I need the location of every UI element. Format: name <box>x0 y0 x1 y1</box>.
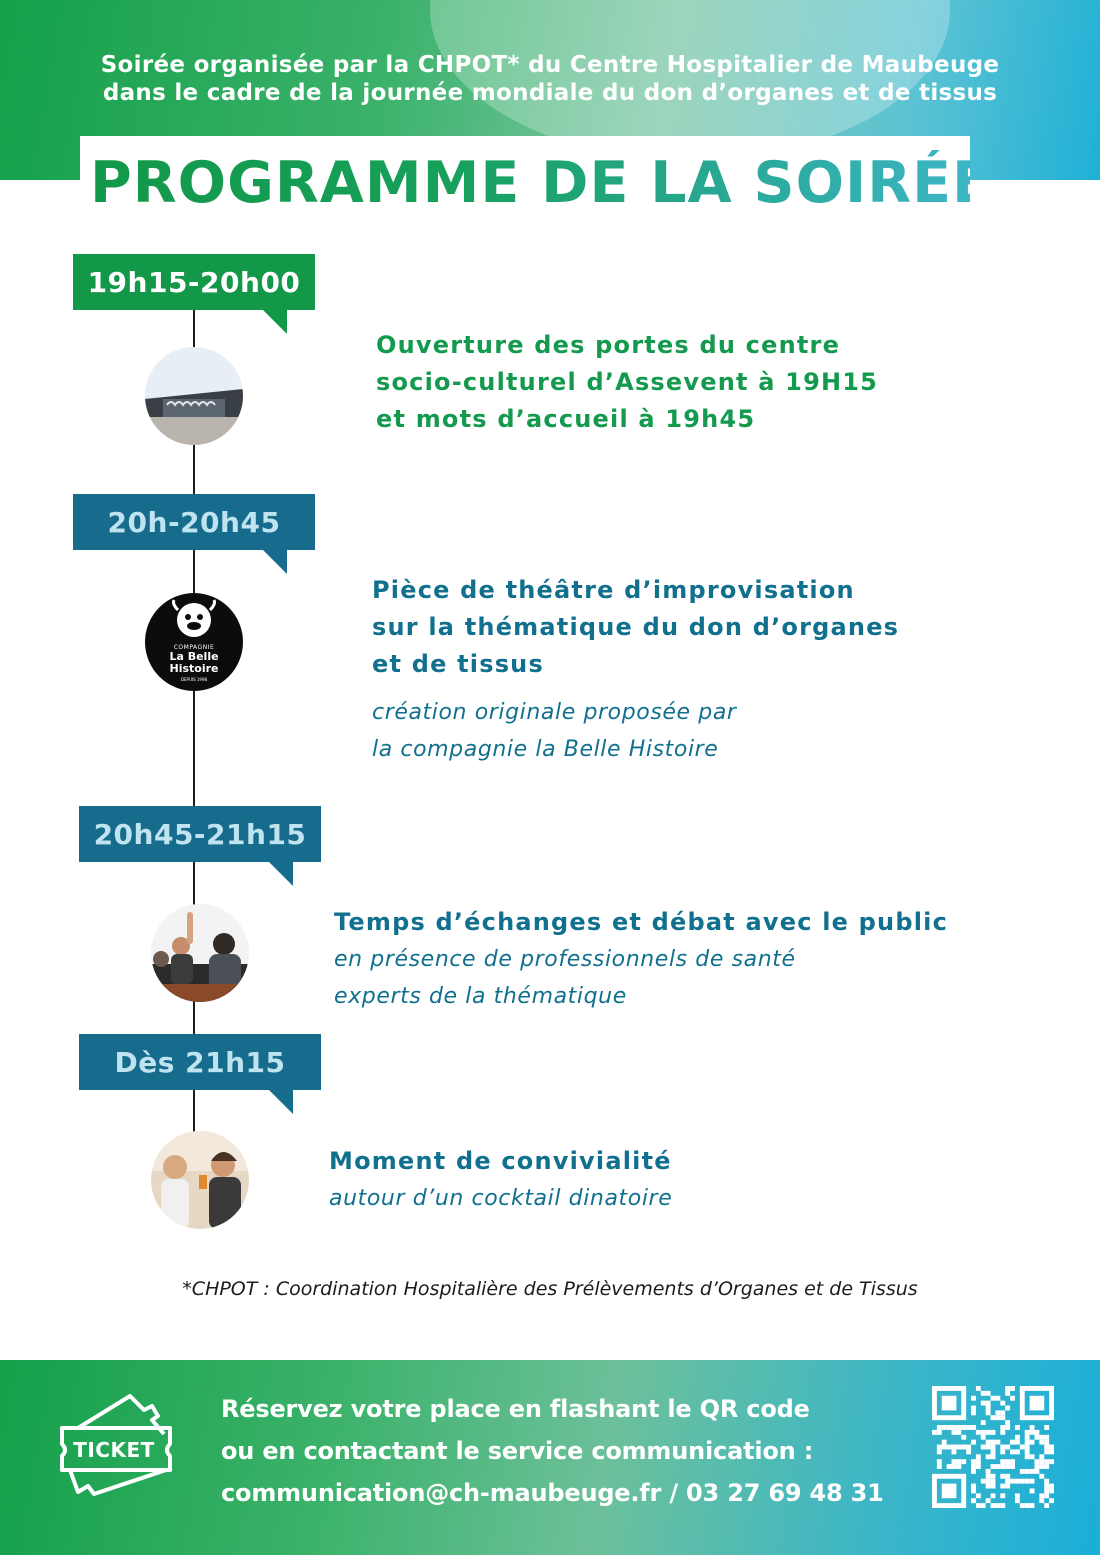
header-line-1: Soirée organisée par la CHPOT* du Centre Hospitalier de Maubeuge <box>100 52 1000 78</box>
event-2-sub-2: la compagnie la Belle Histoire <box>372 737 719 762</box>
cocktail-photo <box>151 1131 249 1229</box>
qr-code[interactable] <box>932 1386 1054 1508</box>
time-badge-2: 20h-20h45 <box>73 494 315 550</box>
logo-top-text: COMPAGNIE <box>173 644 215 651</box>
event-4-line-1: Moment de convivialité <box>329 1147 672 1175</box>
event-1-text <box>376 327 878 438</box>
event-1-line-3: et mots d’accueil à 19h45 <box>376 405 756 433</box>
header-line-2: dans le cadre de la journée mondiale du don d’organes et de tissus <box>102 80 998 106</box>
footer-line-1: Réservez votre place en flashant le QR code <box>221 1395 810 1423</box>
event-2-text <box>372 572 899 768</box>
event-2-line-3: et de tissus <box>372 650 544 678</box>
logo-main-text-2: Histoire <box>169 662 219 675</box>
footer-line-2: ou en contactant le service communication : <box>221 1437 814 1465</box>
footer-contact[interactable]: communication@ch-maubeuge.fr / 03 27 69 48 31 <box>221 1479 884 1507</box>
event-1-line-1: Ouverture des portes du centre <box>376 331 841 359</box>
time-badge-1: 19h15-20h00 <box>73 254 315 310</box>
audience-photo <box>151 904 249 1002</box>
la-belle-histoire-logo <box>145 593 243 691</box>
logo-main-text-1: La Belle <box>169 650 219 663</box>
event-3-sub-2: experts de la thématique <box>334 984 627 1009</box>
event-1-line-2: socio-culturel d’Assevent à 19H15 <box>376 368 879 396</box>
time-badge-3: 20h45-21h15 <box>79 806 321 862</box>
ticket-label: TICKET <box>73 1438 155 1462</box>
event-4-sub-1: autour d’un cocktail dinatoire <box>329 1186 673 1211</box>
time-badge-4: Dès 21h15 <box>79 1034 321 1090</box>
event-3-sub-1: en présence de professionnels de santé <box>334 947 796 972</box>
building-photo <box>145 347 243 445</box>
event-4-text <box>329 1143 672 1217</box>
event-3-line-1: Temps d’échanges et débat avec le public <box>334 908 949 936</box>
logo-bottom-text: DEPUIS 1998 <box>180 677 208 682</box>
event-2-sub-1: création originale proposée par <box>372 700 737 725</box>
footnote: *CHPOT : Coordination Hospitalière des Prélèvements d’Organes et de Tissus <box>182 1278 918 1300</box>
event-2-line-1: Pièce de théâtre d’improvisation <box>372 576 855 604</box>
event-2-line-2: sur la thématique du don d’organes <box>372 613 900 641</box>
event-3-text <box>334 904 948 1015</box>
page-title: PROGRAMME DE LA SOIRÉE <box>90 150 992 216</box>
